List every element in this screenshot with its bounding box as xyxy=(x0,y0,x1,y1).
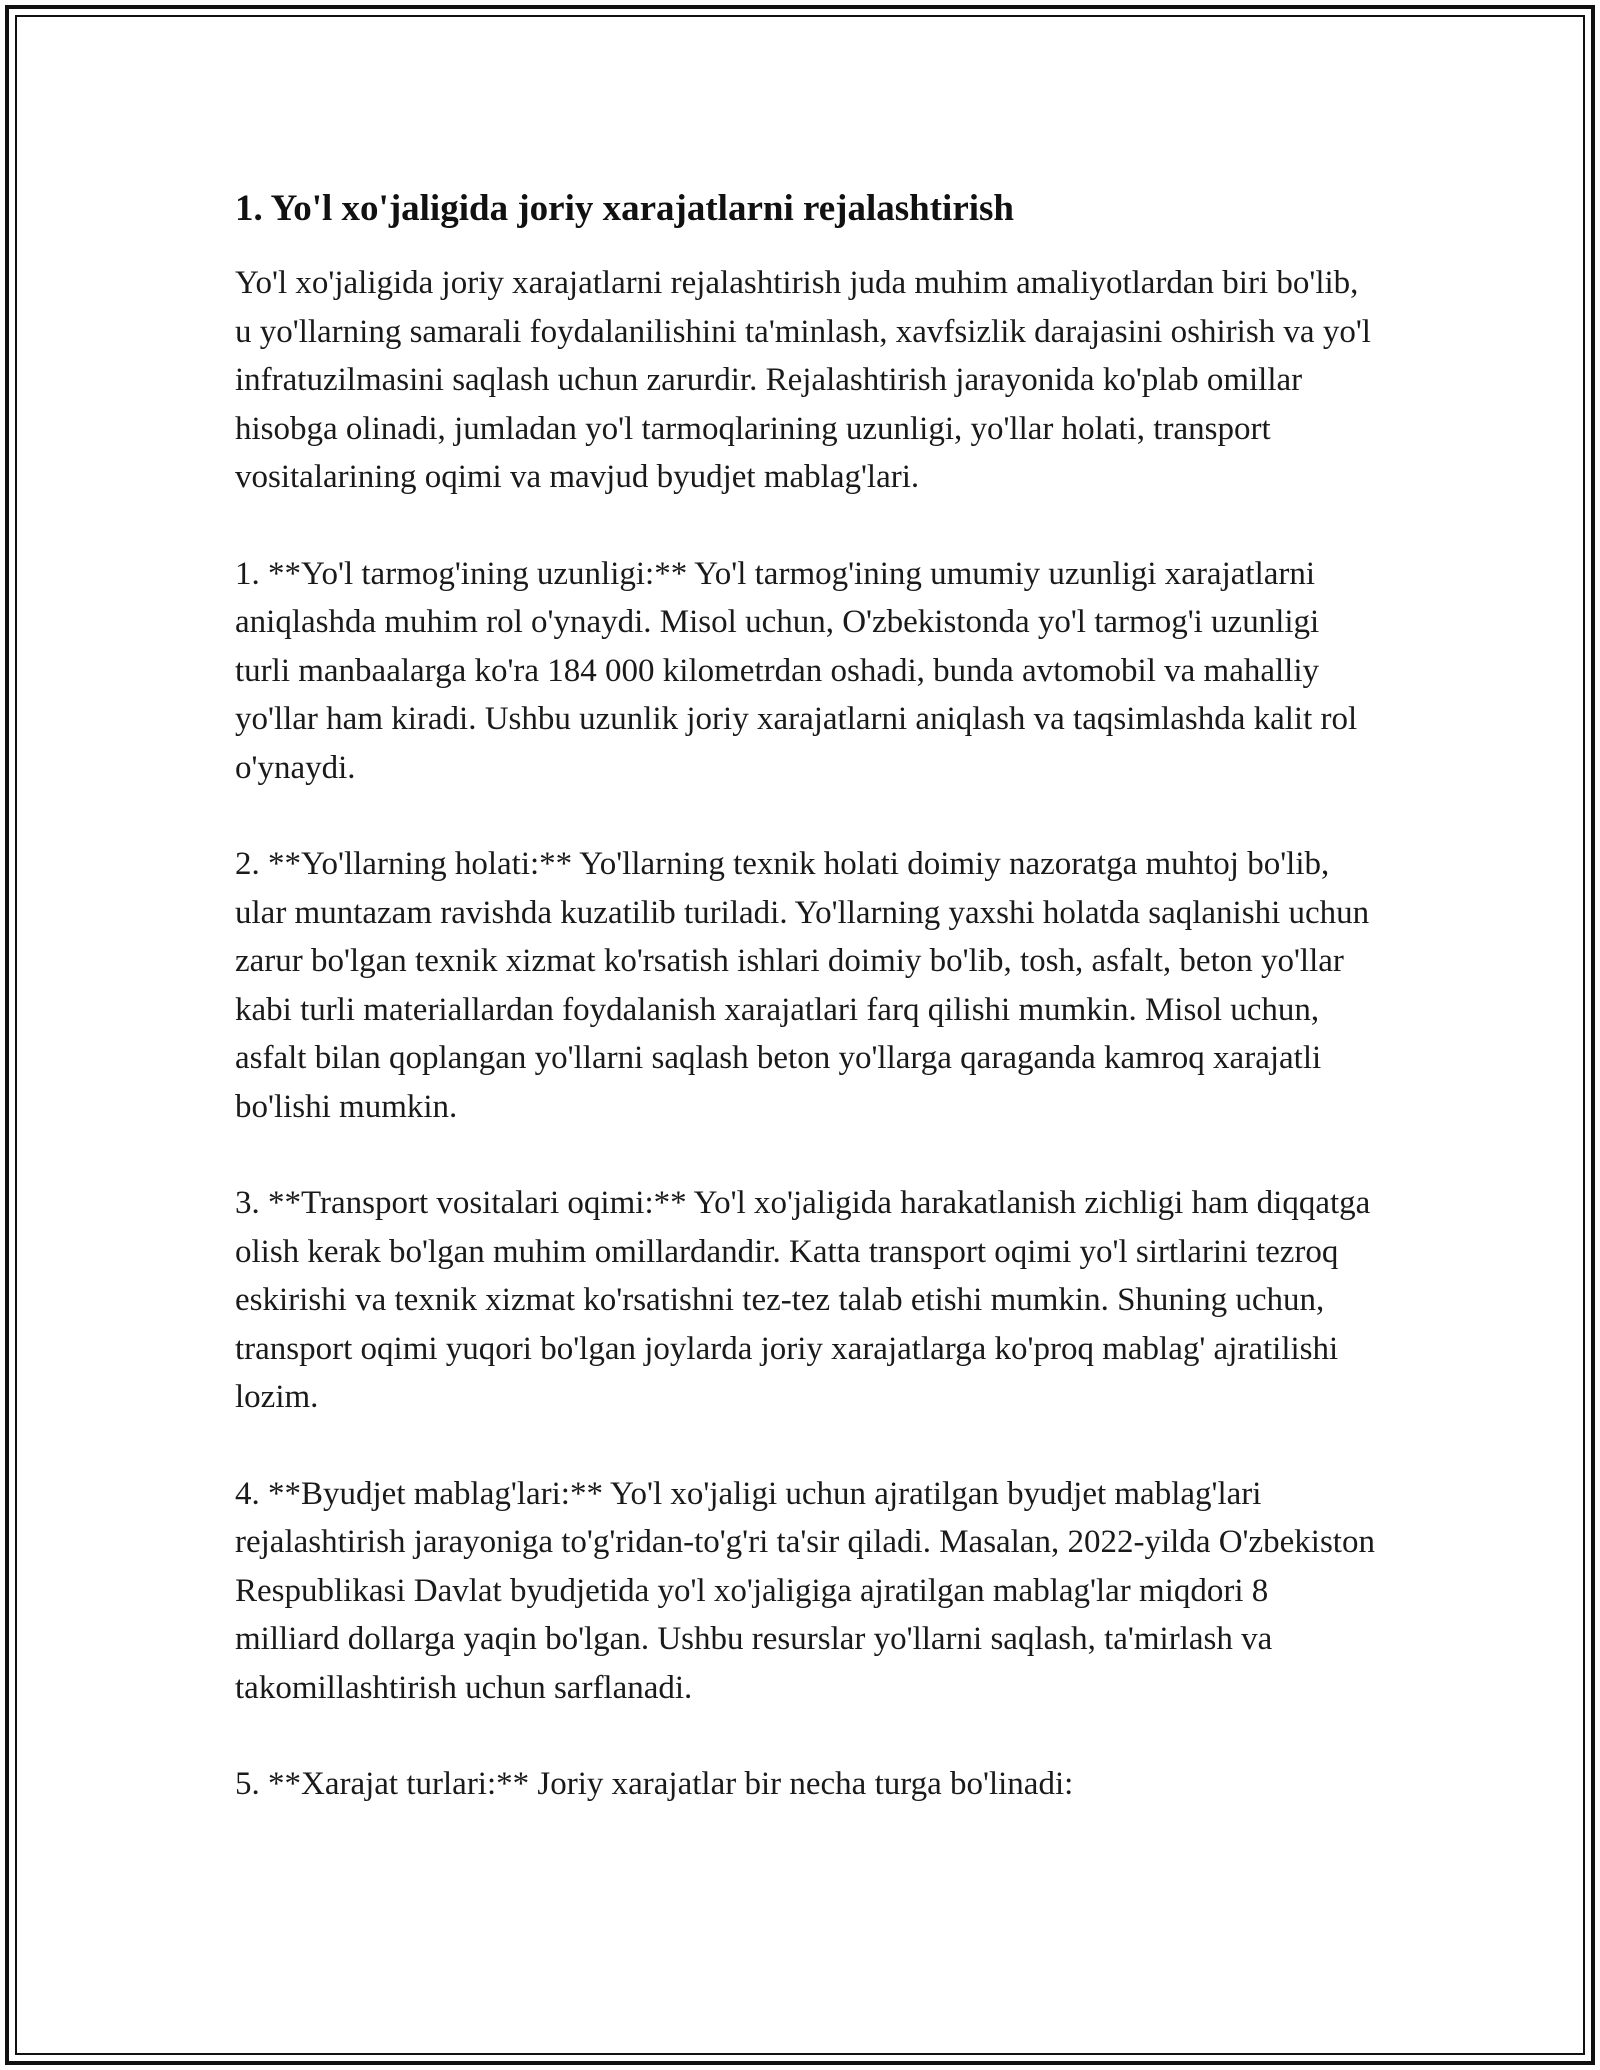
item-budget-funds: 4. **Byudjet mablag'lari:** Yo'l xo'jaligi uchun ajratilgan byudjet mablag'lari rejalashtirish jarayoniga to'g'ridan-to'g'ri ta'sir qiladi. Masalan, 2022-yilda O'zbekiston Respublikasi Davlat byudjetida yo'l xo'jaligiga ajratilgan mablag'lar miqdori 8 milliard dollarga yaqin bo'lgan. Ushbu resurslar yo'llarni saqlash, ta'mirlash va takomillashtirish uchun sarflanadi. xyxy=(235,1475,1375,1706)
intro-paragraph: Yo'l xo'jaligida joriy xarajatlarni rejalashtirish juda muhim amaliyotlardan biri bo'lib, u yo'llarning samarali foydalanilishini ta'minlash, xavfsizlik darajasini oshirish va yo'l infratuzilmasini saqlash uchun zarurdir. Rejalashtirish jarayonida ko'plab omillar hisobga olinadi, jumladan yo'l tarmoqlarining uzunligi, yo'llar holati, transport vositalarining oqimi va mavjud byudjet mablag'lari. xyxy=(235,265,1371,496)
item-road-condition: 2. **Yo'llarning holati:** Yo'llarning texnik holati doimiy nazoratga muhtoj bo'lib, ular muntazam ravishda kuzatilib turiladi. Yo'llarning yaxshi holatda saqlanishi uchun zarur bo'lgan texnik xizmat ko'rsatish ishlari doimiy bo'lib, tosh, asfalt, beton yo'llar kabi turli materiallardan foydalanish xarajatlari farq qilishi mumkin. Misol uchun, asfalt bilan qoplangan yo'llarni saqlash beton yo'llarga qaraganda kamroq xarajatli bo'lishi mumkin. xyxy=(235,846,1370,1125)
item-traffic-flow: 3. **Transport vositalari oqimi:** Yo'l xo'jaligida harakatlanish zichligi ham diqqatga olish kerak bo'lgan muhim omillardandir. Katta transport oqimi yo'l sirtlarini tezroq eskirishi va texnik xizmat ko'rsatishni tez-tez talab etishi mumkin. Shuning uchun, transport oqimi yuqori bo'lgan joylarda joriy xarajatlarga ko'proq mablag' ajratilishi lozim. xyxy=(235,1185,1371,1416)
item-expense-types: 5. **Xarajat turlari:** Joriy xarajatlar bir necha turga bo'linadi: xyxy=(235,1766,1074,1803)
item-road-network-length: 1. **Yo'l tarmog'ining uzunligi:** Yo'l tarmog'ining umumiy uzunligi xarajatlarni aniqlashda muhim rol o'ynaydi. Misol uchun, O'zbekistonda yo'l tarmog'i uzunligi turli manbaalarga ko'ra 184 000 kilometrdan oshadi, bunda avtomobil va mahalliy yo'llar ham kiradi. Ushbu uzunlik joriy xarajatlarni aniqlash va taqsimlashda kalit rol o'ynaydi. xyxy=(235,555,1358,786)
document-title: 1. Yo'l xo'jaligida joriy xarajatlarni rejalashtirish xyxy=(235,188,1015,229)
document-body xyxy=(235,185,1375,1857)
